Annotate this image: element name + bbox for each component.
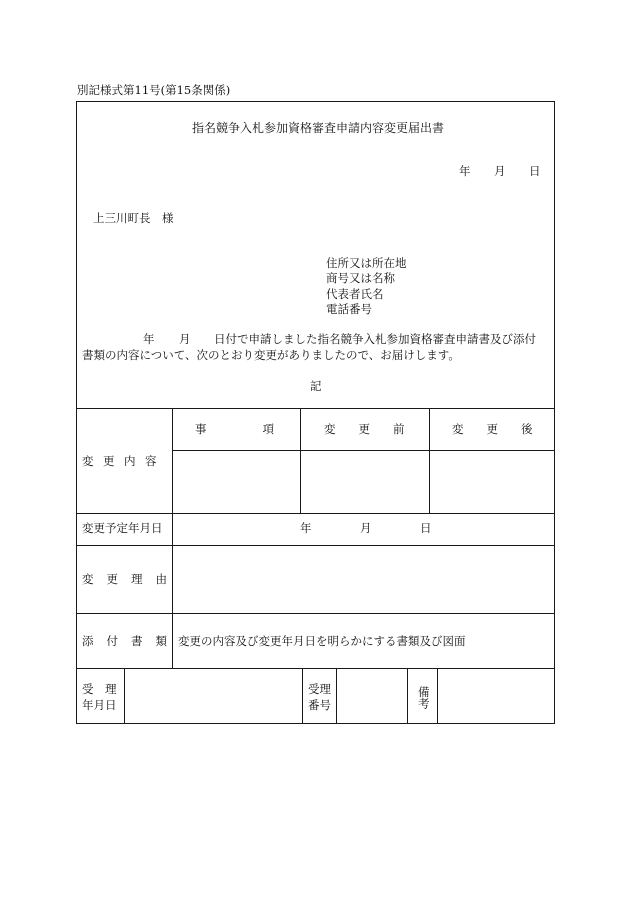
schedule-month: 月: [360, 521, 372, 535]
receipt-divider-1: [124, 668, 125, 724]
received-no-label-1: 受理: [308, 682, 331, 696]
date-month: 月: [494, 164, 506, 178]
schedule-label: 変更予定年月日: [82, 521, 163, 535]
column-after-header: 変更後: [452, 422, 556, 436]
before-after-divider: [429, 408, 430, 513]
label-column-divider: [172, 408, 173, 668]
received-date-label-2: 年月日: [82, 698, 117, 712]
body-year: 年: [143, 332, 155, 346]
receipt-divider-5: [437, 668, 438, 724]
schedule-row-top: [76, 513, 555, 514]
date-year: 年: [459, 164, 471, 178]
schedule-year: 年: [300, 521, 312, 535]
body-month: 月: [179, 332, 191, 346]
receipt-divider-3: [336, 668, 337, 724]
attachment-row-bottom: [76, 668, 555, 669]
addressee: 上三川町長 様: [93, 211, 174, 225]
received-date-label-1: 受 理: [82, 682, 117, 696]
remarks-label: 備考: [416, 686, 431, 709]
receipt-divider-4: [407, 668, 408, 724]
ki-label: 記: [310, 379, 322, 393]
body-line2: 書類の内容について、次のとおり変更がありましたので、お届けします。: [82, 348, 460, 362]
attachment-value: 変更の内容及び変更年月日を明らかにする書類及び図面: [178, 634, 466, 648]
applicant-address-label: 住所又は所在地: [326, 256, 407, 270]
reason-label: 変更理由: [82, 572, 180, 586]
applicant-name-label: 商号又は名称: [326, 271, 395, 285]
reason-row-bottom: [76, 613, 555, 614]
body-line1: 日付で申請しました指名競争入札参加資格審査申請書及び添付: [214, 332, 536, 346]
schedule-day: 日: [420, 521, 432, 535]
date-day: 日: [529, 164, 541, 178]
change-content-label: 変更内容: [82, 454, 166, 468]
table-top-border: [76, 408, 555, 409]
attachment-label: 添付書類: [82, 634, 180, 648]
phone-label: 電話番号: [326, 302, 372, 316]
column-item-header: 事項: [195, 422, 330, 436]
form-number-label: 別記様式第11号(第15条関係): [77, 83, 231, 97]
representative-label: 代表者氏名: [326, 287, 384, 301]
received-no-label-2: 番号: [308, 698, 331, 712]
column-before-header: 変更前: [324, 422, 428, 436]
form-frame: [76, 101, 555, 724]
form-title: 指名競争入札参加資格審査申請内容変更届出書: [192, 121, 445, 135]
header-row-divider: [172, 450, 555, 451]
receipt-divider-2: [302, 668, 303, 724]
schedule-row-bottom: [76, 545, 555, 546]
